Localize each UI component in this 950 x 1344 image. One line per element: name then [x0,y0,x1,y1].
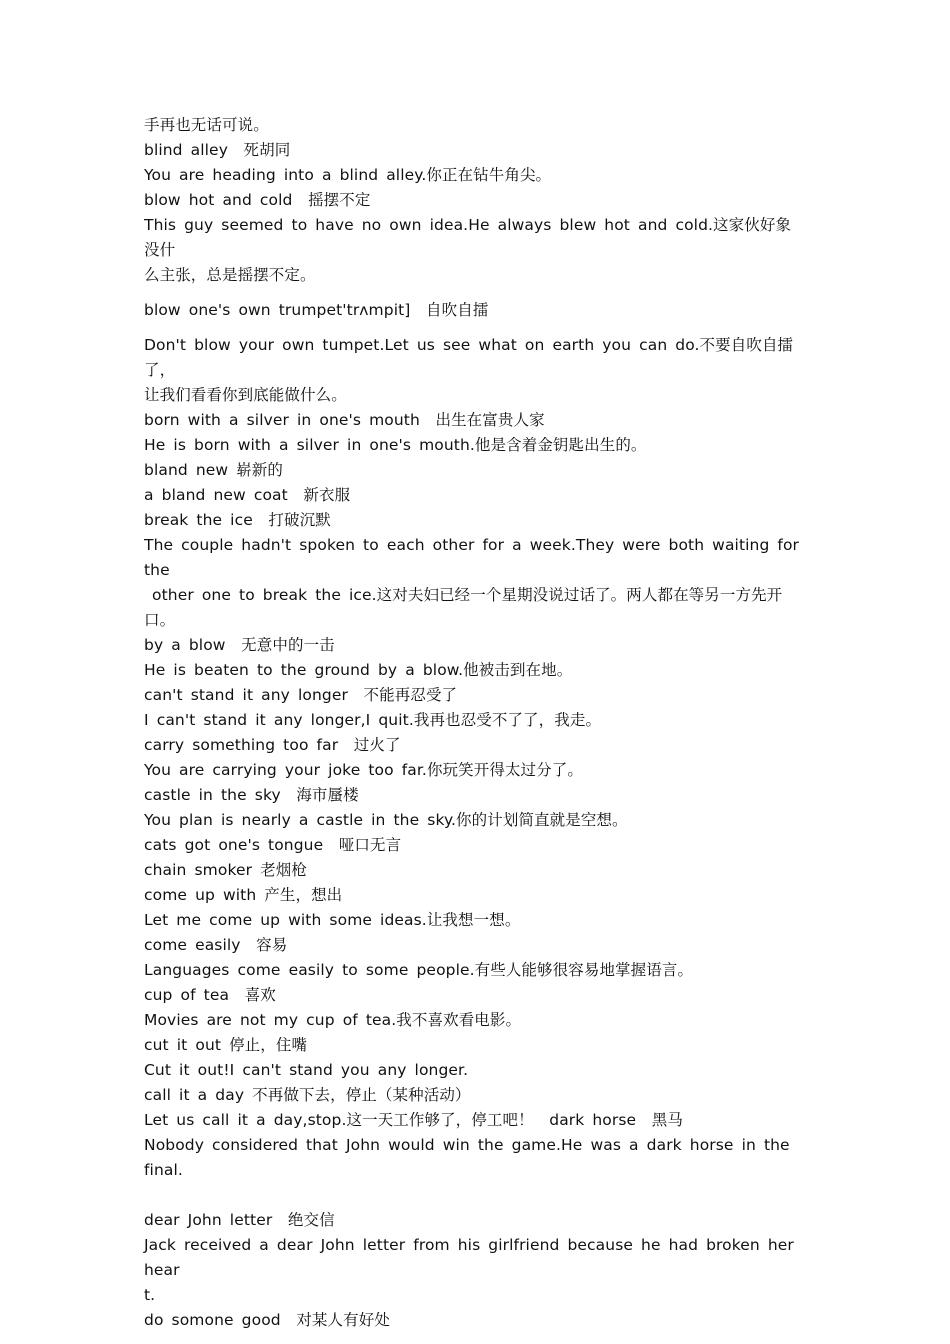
text-line: Let me come up with some ideas.让我想一想。 [144,911,521,929]
text-line: You are heading into a blind alley.你正在钻牛角尖。 [144,166,552,184]
text-line: The couple hadn't spoken to each other for a week.They were both waiting for the [144,536,808,579]
text-line: born with a silver in one's mouth 出生在富贵人家 [144,411,545,429]
text-line: Don't blow your own tumpet.Let us see what on earth you can do.不要自吹自擂了， [144,336,794,379]
text-line: Jack received a dear John letter from his girlfriend because he had broken her hear [144,1236,802,1279]
text-line: He is born with a silver in one's mouth.他是含着金钥匙出生的。 [144,436,647,454]
text-line: cup of tea 喜欢 [144,986,276,1004]
text-line: Let us call it a day,stop.这一天工作够了，停工吧！ dark horse 黑马 [144,1111,683,1129]
text-line: 口。 [144,611,176,629]
text-line: carry something too far 过火了 [144,736,401,754]
text-line: blow hot and cold 摇摆不定 [144,191,371,209]
text-line: t. [144,1286,156,1304]
text-line: cats got one's tongue 哑口无言 [144,836,402,854]
text-line: blow one's own trumpet'trʌmpit] 自吹自擂 [144,301,489,319]
text-line: a bland new coat 新衣服 [144,486,351,504]
text-line: come up with 产生，想出 [144,886,343,904]
text-line: I can't stand it any longer,I quit.我再也忍受不了了，我走。 [144,711,602,729]
blank-line [144,1183,806,1208]
text-line: Cut it out!I can't stand you any longer. [144,1061,469,1079]
text-line: break the ice 打破沉默 [144,511,331,529]
text-line: call it a day 不再做下去，停止（某种活动） [144,1086,471,1104]
text-line: cut it out 停止，住嘴 [144,1036,308,1054]
text-line: Languages come easily to some people.有些人能够很容易地掌握语言。 [144,961,694,979]
text-line: Nobody considered that John would win the game.He was a dark horse in the final. [144,1136,798,1179]
text-line: blind alley 死胡同 [144,141,291,159]
text-line: do somone good 对某人有好处 [144,1311,390,1329]
text-line: This guy seemed to have no own idea.He always blew hot and cold.这家伙好象没什 [144,216,792,259]
text-line: dear John letter 绝交信 [144,1211,335,1229]
text-line: other one to break the ice.这对夫妇已经一个星期没说过话了。两人都在等另一方先开 [144,586,783,604]
document-body [144,113,806,1333]
text-line: You plan is nearly a castle in the sky.你的计划简直就是空想。 [144,811,628,829]
text-line: come easily 容易 [144,936,288,954]
text-line: can't stand it any longer 不能再忍受了 [144,686,458,704]
text-line: by a blow 无意中的一击 [144,636,335,654]
text-line: 让我们看看你到底能做什么。 [144,386,347,404]
text-line: bland new 崭新的 [144,461,283,479]
text-line: castle in the sky 海市蜃楼 [144,786,359,804]
text-line: chain smoker 老烟枪 [144,861,307,879]
text-line: Movies are not my cup of tea.我不喜欢看电影。 [144,1011,522,1029]
text-line: 么主张，总是摇摆不定。 [144,266,316,284]
text-line: 手再也无话可说。 [144,116,269,134]
text-line: You are carrying your joke too far.你玩笑开得太过分了。 [144,761,583,779]
text-line: He is beaten to the ground by a blow.他被击到在地。 [144,661,573,679]
